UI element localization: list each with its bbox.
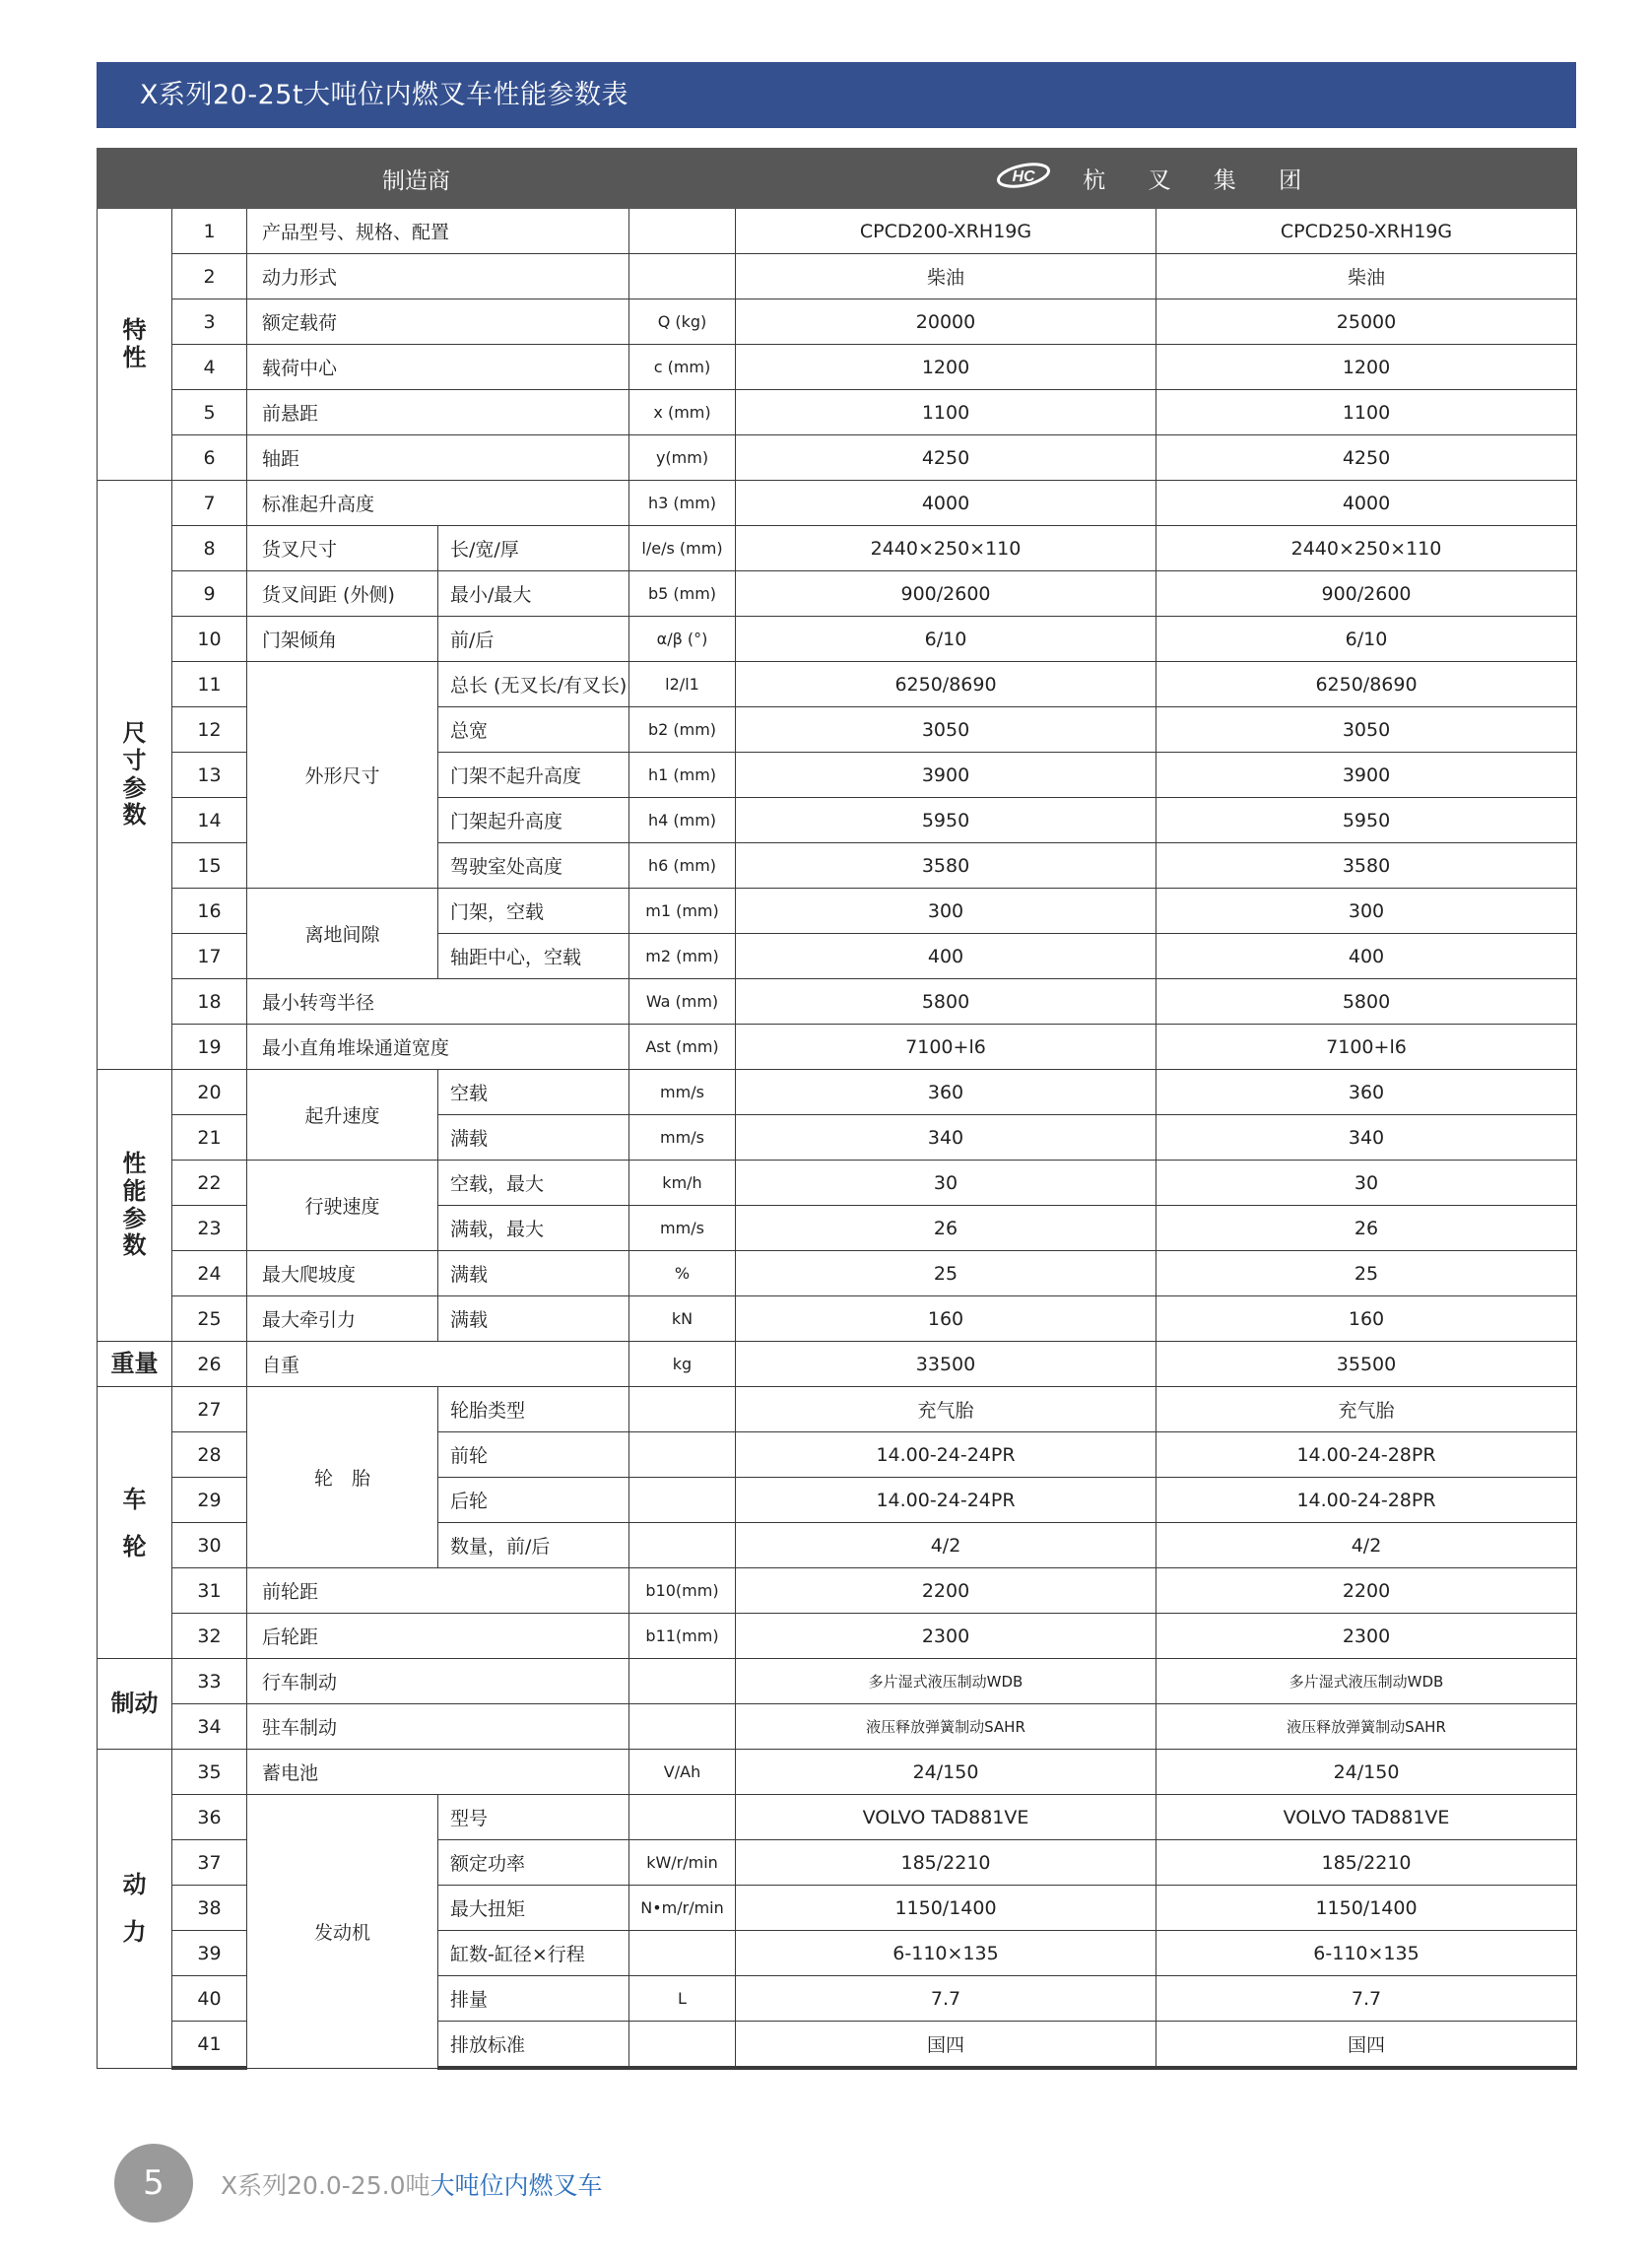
manufacturer-brand: [736, 149, 1577, 209]
value-model-1: 5950: [736, 798, 1156, 843]
row-number: 35: [172, 1750, 247, 1795]
unit-cell: mm/s: [629, 1070, 736, 1115]
table-row: [98, 662, 1577, 707]
value-model-1: 6/10: [736, 617, 1156, 662]
category-label: 制动: [110, 1689, 159, 1717]
unit-cell: mm/s: [629, 1206, 736, 1251]
group-label: 轮 胎: [247, 1387, 438, 1568]
value-model-1: 340: [736, 1115, 1156, 1161]
value-model-2: 160: [1156, 1296, 1577, 1342]
parameter-name: 标准起升高度: [247, 481, 629, 526]
parameter-name: 载荷中心: [247, 345, 629, 390]
page-number: 5: [114, 2144, 193, 2223]
sub-parameter: 空载: [438, 1070, 629, 1115]
parameter-name: 前悬距: [247, 390, 629, 435]
value-model-2: 7100+l6: [1156, 1025, 1577, 1070]
sub-parameter: 门架，空载: [438, 889, 629, 934]
parameter-name: 产品型号、规格、配置: [247, 209, 629, 254]
sub-parameter: 满载: [438, 1251, 629, 1296]
parameter-name: 最小转弯半径: [247, 979, 629, 1025]
value-model-2: 300: [1156, 889, 1577, 934]
unit-cell: %: [629, 1251, 736, 1296]
unit-cell: h1 (mm): [629, 753, 736, 798]
unit-cell: c (mm): [629, 345, 736, 390]
spec-table: [97, 148, 1577, 2070]
value-model-1: 1200: [736, 345, 1156, 390]
value-model-1: 4000: [736, 481, 1156, 526]
value-model-1: 4250: [736, 435, 1156, 481]
sub-parameter: 长/宽/厚: [438, 526, 629, 571]
value-model-1: CPCD200-XRH19G: [736, 209, 1156, 254]
row-number: 12: [172, 707, 247, 753]
value-model-1: 2440×250×110: [736, 526, 1156, 571]
table-row: [98, 979, 1577, 1025]
brand-logo-icon: [993, 161, 1054, 196]
category-cell: [98, 1750, 172, 2069]
sub-parameter: 门架不起升高度: [438, 753, 629, 798]
row-number: 1: [172, 209, 247, 254]
value-model-2: 5800: [1156, 979, 1577, 1025]
unit-cell: [629, 1704, 736, 1750]
value-model-2: 6-110×135: [1156, 1931, 1577, 1976]
sub-parameter: 额定功率: [438, 1840, 629, 1886]
unit-cell: [629, 254, 736, 299]
unit-cell: b10(mm): [629, 1568, 736, 1614]
value-model-2: 3580: [1156, 843, 1577, 889]
table-row: [98, 435, 1577, 481]
unit-cell: Q (kg): [629, 299, 736, 345]
row-number: 4: [172, 345, 247, 390]
table-header-row: [98, 149, 1577, 209]
unit-cell: y(mm): [629, 435, 736, 481]
value-model-2: 30: [1156, 1161, 1577, 1206]
table-row: [98, 1795, 1577, 1840]
unit-cell: kW/r/min: [629, 1840, 736, 1886]
value-model-2: 185/2210: [1156, 1840, 1577, 1886]
parameter-name: 轴距: [247, 435, 629, 481]
unit-cell: [629, 1478, 736, 1523]
sub-parameter: 总长 (无叉长/有叉长): [438, 662, 629, 707]
table-row: [98, 209, 1577, 254]
category-label: 特性: [122, 315, 147, 371]
table-row: [98, 254, 1577, 299]
value-model-1: 14.00-24-24PR: [736, 1478, 1156, 1523]
value-model-2: 25000: [1156, 299, 1577, 345]
row-number: 26: [172, 1342, 247, 1387]
row-number: 11: [172, 662, 247, 707]
value-model-2: 35500: [1156, 1342, 1577, 1387]
unit-cell: b2 (mm): [629, 707, 736, 753]
row-number: 30: [172, 1523, 247, 1568]
unit-cell: x (mm): [629, 390, 736, 435]
value-model-1: 柴油: [736, 254, 1156, 299]
unit-cell: l2/l1: [629, 662, 736, 707]
value-model-2: 液压释放弹簧制动SAHR: [1156, 1704, 1577, 1750]
row-number: 5: [172, 390, 247, 435]
table-row: [98, 1387, 1577, 1432]
value-model-1: 液压释放弹簧制动SAHR: [736, 1704, 1156, 1750]
row-number: 17: [172, 934, 247, 979]
row-number: 6: [172, 435, 247, 481]
svg-text:HC: HC: [1012, 168, 1035, 185]
unit-cell: N•m/r/min: [629, 1886, 736, 1931]
value-model-1: 2300: [736, 1614, 1156, 1659]
unit-cell: [629, 1659, 736, 1704]
value-model-2: 1200: [1156, 345, 1577, 390]
value-model-2: 充气胎: [1156, 1387, 1577, 1432]
value-model-1: 4/2: [736, 1523, 1156, 1568]
sub-parameter: 前轮: [438, 1432, 629, 1478]
sub-parameter: 后轮: [438, 1478, 629, 1523]
value-model-2: 360: [1156, 1070, 1577, 1115]
row-number: 7: [172, 481, 247, 526]
row-number: 22: [172, 1161, 247, 1206]
value-model-2: 3050: [1156, 707, 1577, 753]
unit-cell: mm/s: [629, 1115, 736, 1161]
table-row: [98, 1568, 1577, 1614]
value-model-1: 多片湿式液压制动WDB: [736, 1659, 1156, 1704]
group-label: 起升速度: [247, 1070, 438, 1161]
category-label: 性能参数: [122, 1150, 147, 1260]
table-row: [98, 299, 1577, 345]
value-model-2: 2440×250×110: [1156, 526, 1577, 571]
value-model-2: 4/2: [1156, 1523, 1577, 1568]
table-row: [98, 1296, 1577, 1342]
value-model-1: 1150/1400: [736, 1886, 1156, 1931]
footer-highlight: 大吨位内燃叉车: [430, 2171, 603, 2200]
unit-cell: m1 (mm): [629, 889, 736, 934]
sub-parameter: 排量: [438, 1976, 629, 2022]
row-number: 34: [172, 1704, 247, 1750]
group-label: 离地间隙: [247, 889, 438, 979]
sub-parameter: 满载: [438, 1296, 629, 1342]
value-model-2: 25: [1156, 1251, 1577, 1296]
row-number: 33: [172, 1659, 247, 1704]
value-model-1: 185/2210: [736, 1840, 1156, 1886]
unit-cell: m2 (mm): [629, 934, 736, 979]
row-number: 27: [172, 1387, 247, 1432]
group-label: 行驶速度: [247, 1161, 438, 1251]
unit-cell: h3 (mm): [629, 481, 736, 526]
table-row: [98, 617, 1577, 662]
table-row: [98, 1025, 1577, 1070]
unit-cell: h6 (mm): [629, 843, 736, 889]
value-model-1: 25: [736, 1251, 1156, 1296]
table-row: [98, 390, 1577, 435]
parameter-name: 后轮距: [247, 1614, 629, 1659]
unit-cell: [629, 1523, 736, 1568]
unit-cell: [629, 1432, 736, 1478]
value-model-1: 7100+l6: [736, 1025, 1156, 1070]
unit-cell: [629, 2022, 736, 2069]
sub-parameter: 前/后: [438, 617, 629, 662]
parameter-name: 最小直角堆垛通道宽度: [247, 1025, 629, 1070]
row-number: 18: [172, 979, 247, 1025]
value-model-2: 6250/8690: [1156, 662, 1577, 707]
value-model-1: 6250/8690: [736, 662, 1156, 707]
value-model-2: 1150/1400: [1156, 1886, 1577, 1931]
parameter-name: 行车制动: [247, 1659, 629, 1704]
value-model-2: 6/10: [1156, 617, 1577, 662]
category-cell: [98, 1387, 172, 1659]
value-model-2: 1100: [1156, 390, 1577, 435]
value-model-1: 26: [736, 1206, 1156, 1251]
value-model-2: 7.7: [1156, 1976, 1577, 2022]
unit-cell: V/Ah: [629, 1750, 736, 1795]
parameter-name: 额定载荷: [247, 299, 629, 345]
sub-parameter: 排放标准: [438, 2022, 629, 2069]
value-model-1: 3900: [736, 753, 1156, 798]
table-row: [98, 1161, 1577, 1206]
sub-parameter: 轮胎类型: [438, 1387, 629, 1432]
value-model-2: 340: [1156, 1115, 1577, 1161]
value-model-1: 1100: [736, 390, 1156, 435]
row-number: 13: [172, 753, 247, 798]
row-number: 14: [172, 798, 247, 843]
group-label: 外形尺寸: [247, 662, 438, 889]
value-model-1: 24/150: [736, 1750, 1156, 1795]
sub-parameter: 型号: [438, 1795, 629, 1840]
row-number: 28: [172, 1432, 247, 1478]
table-row: [98, 1704, 1577, 1750]
value-model-2: 2300: [1156, 1614, 1577, 1659]
value-model-1: VOLVO TAD881VE: [736, 1795, 1156, 1840]
sub-parameter: 空载，最大: [438, 1161, 629, 1206]
category-label: 尺寸参数: [122, 719, 147, 830]
value-model-2: 国四: [1156, 2022, 1577, 2069]
parameter-name: 货叉间距 (外侧): [247, 571, 438, 617]
table-row: [98, 889, 1577, 934]
row-number: 3: [172, 299, 247, 345]
row-number: 40: [172, 1976, 247, 2022]
value-model-2: 多片湿式液压制动WDB: [1156, 1659, 1577, 1704]
unit-cell: [629, 209, 736, 254]
parameter-name: 驻车制动: [247, 1704, 629, 1750]
category-cell: [98, 481, 172, 1070]
value-model-1: 3050: [736, 707, 1156, 753]
row-number: 25: [172, 1296, 247, 1342]
value-model-1: 2200: [736, 1568, 1156, 1614]
value-model-2: CPCD250-XRH19G: [1156, 209, 1577, 254]
footer-text: [221, 2166, 603, 2202]
table-row: [98, 571, 1577, 617]
parameter-name: 门架倾角: [247, 617, 438, 662]
value-model-1: 7.7: [736, 1976, 1156, 2022]
unit-cell: h4 (mm): [629, 798, 736, 843]
table-row: [98, 1342, 1577, 1387]
value-model-1: 国四: [736, 2022, 1156, 2069]
value-model-1: 33500: [736, 1342, 1156, 1387]
value-model-1: 20000: [736, 299, 1156, 345]
unit-cell: [629, 1931, 736, 1976]
unit-cell: Ast (mm): [629, 1025, 736, 1070]
unit-cell: α/β (°): [629, 617, 736, 662]
row-number: 19: [172, 1025, 247, 1070]
unit-cell: Wa (mm): [629, 979, 736, 1025]
row-number: 16: [172, 889, 247, 934]
value-model-2: 5950: [1156, 798, 1577, 843]
sub-parameter: 最小/最大: [438, 571, 629, 617]
sub-parameter: 满载，最大: [438, 1206, 629, 1251]
sub-parameter: 门架起升高度: [438, 798, 629, 843]
table-row: [98, 1659, 1577, 1704]
row-number: 39: [172, 1931, 247, 1976]
row-number: 36: [172, 1795, 247, 1840]
unit-cell: L: [629, 1976, 736, 2022]
table-row: [98, 1614, 1577, 1659]
manufacturer-label: 制造商: [98, 149, 736, 209]
parameter-name: 最大牵引力: [247, 1296, 438, 1342]
value-model-2: 900/2600: [1156, 571, 1577, 617]
value-model-1: 160: [736, 1296, 1156, 1342]
unit-cell: km/h: [629, 1161, 736, 1206]
row-number: 32: [172, 1614, 247, 1659]
category-label: 重量: [110, 1349, 159, 1377]
row-number: 29: [172, 1478, 247, 1523]
value-model-1: 6-110×135: [736, 1931, 1156, 1976]
value-model-2: VOLVO TAD881VE: [1156, 1795, 1577, 1840]
page-title: X系列20-25t大吨位内燃叉车性能参数表: [97, 62, 1576, 128]
row-number: 10: [172, 617, 247, 662]
category-cell: [98, 1342, 172, 1387]
value-model-2: 4000: [1156, 481, 1577, 526]
value-model-1: 5800: [736, 979, 1156, 1025]
value-model-1: 充气胎: [736, 1387, 1156, 1432]
value-model-1: 360: [736, 1070, 1156, 1115]
table-row: [98, 526, 1577, 571]
unit-cell: [629, 1387, 736, 1432]
parameter-name: 前轮距: [247, 1568, 629, 1614]
row-number: 21: [172, 1115, 247, 1161]
value-model-1: 14.00-24-24PR: [736, 1432, 1156, 1478]
category-cell: [98, 1659, 172, 1750]
value-model-2: 4250: [1156, 435, 1577, 481]
parameter-name: 货叉尺寸: [247, 526, 438, 571]
row-number: 20: [172, 1070, 247, 1115]
row-number: 41: [172, 2022, 247, 2069]
row-number: 38: [172, 1886, 247, 1931]
value-model-2: 2200: [1156, 1568, 1577, 1614]
table-row: [98, 481, 1577, 526]
category-cell: [98, 1070, 172, 1342]
parameter-name: 自重: [247, 1342, 629, 1387]
value-model-2: 3900: [1156, 753, 1577, 798]
value-model-1: 900/2600: [736, 571, 1156, 617]
table-row: [98, 1251, 1577, 1296]
brand-name: 杭 叉 集 团: [1083, 167, 1320, 194]
sub-parameter: 缸数-缸径×行程: [438, 1931, 629, 1976]
value-model-1: 400: [736, 934, 1156, 979]
unit-cell: [629, 1795, 736, 1840]
value-model-1: 3580: [736, 843, 1156, 889]
table-row: [98, 1070, 1577, 1115]
sub-parameter: 数量，前/后: [438, 1523, 629, 1568]
unit-cell: kN: [629, 1296, 736, 1342]
sub-parameter: 满载: [438, 1115, 629, 1161]
row-number: 23: [172, 1206, 247, 1251]
row-number: 24: [172, 1251, 247, 1296]
parameter-name: 动力形式: [247, 254, 629, 299]
value-model-2: 14.00-24-28PR: [1156, 1478, 1577, 1523]
value-model-2: 26: [1156, 1206, 1577, 1251]
parameter-name: 蓄电池: [247, 1750, 629, 1795]
value-model-2: 柴油: [1156, 254, 1577, 299]
sub-parameter: 最大扭矩: [438, 1886, 629, 1931]
category-label: 动力: [122, 1871, 147, 1947]
sub-parameter: 驾驶室处高度: [438, 843, 629, 889]
row-number: 15: [172, 843, 247, 889]
row-number: 9: [172, 571, 247, 617]
unit-cell: b5 (mm): [629, 571, 736, 617]
sub-parameter: 轴距中心，空载: [438, 934, 629, 979]
parameter-name: 最大爬坡度: [247, 1251, 438, 1296]
row-number: 8: [172, 526, 247, 571]
value-model-1: 300: [736, 889, 1156, 934]
category-cell: [98, 209, 172, 481]
table-row: [98, 1750, 1577, 1795]
spec-sheet: [97, 148, 1576, 2070]
value-model-1: 30: [736, 1161, 1156, 1206]
unit-cell: b11(mm): [629, 1614, 736, 1659]
row-number: 37: [172, 1840, 247, 1886]
footer-prefix: X系列20.0-25.0吨: [221, 2171, 430, 2200]
sub-parameter: 总宽: [438, 707, 629, 753]
row-number: 2: [172, 254, 247, 299]
value-model-2: 24/150: [1156, 1750, 1577, 1795]
unit-cell: kg: [629, 1342, 736, 1387]
row-number: 31: [172, 1568, 247, 1614]
unit-cell: l/e/s (mm): [629, 526, 736, 571]
group-label: 发动机: [247, 1795, 438, 2069]
table-row: [98, 345, 1577, 390]
value-model-2: 400: [1156, 934, 1577, 979]
category-label: 车轮: [122, 1485, 147, 1560]
value-model-2: 14.00-24-28PR: [1156, 1432, 1577, 1478]
